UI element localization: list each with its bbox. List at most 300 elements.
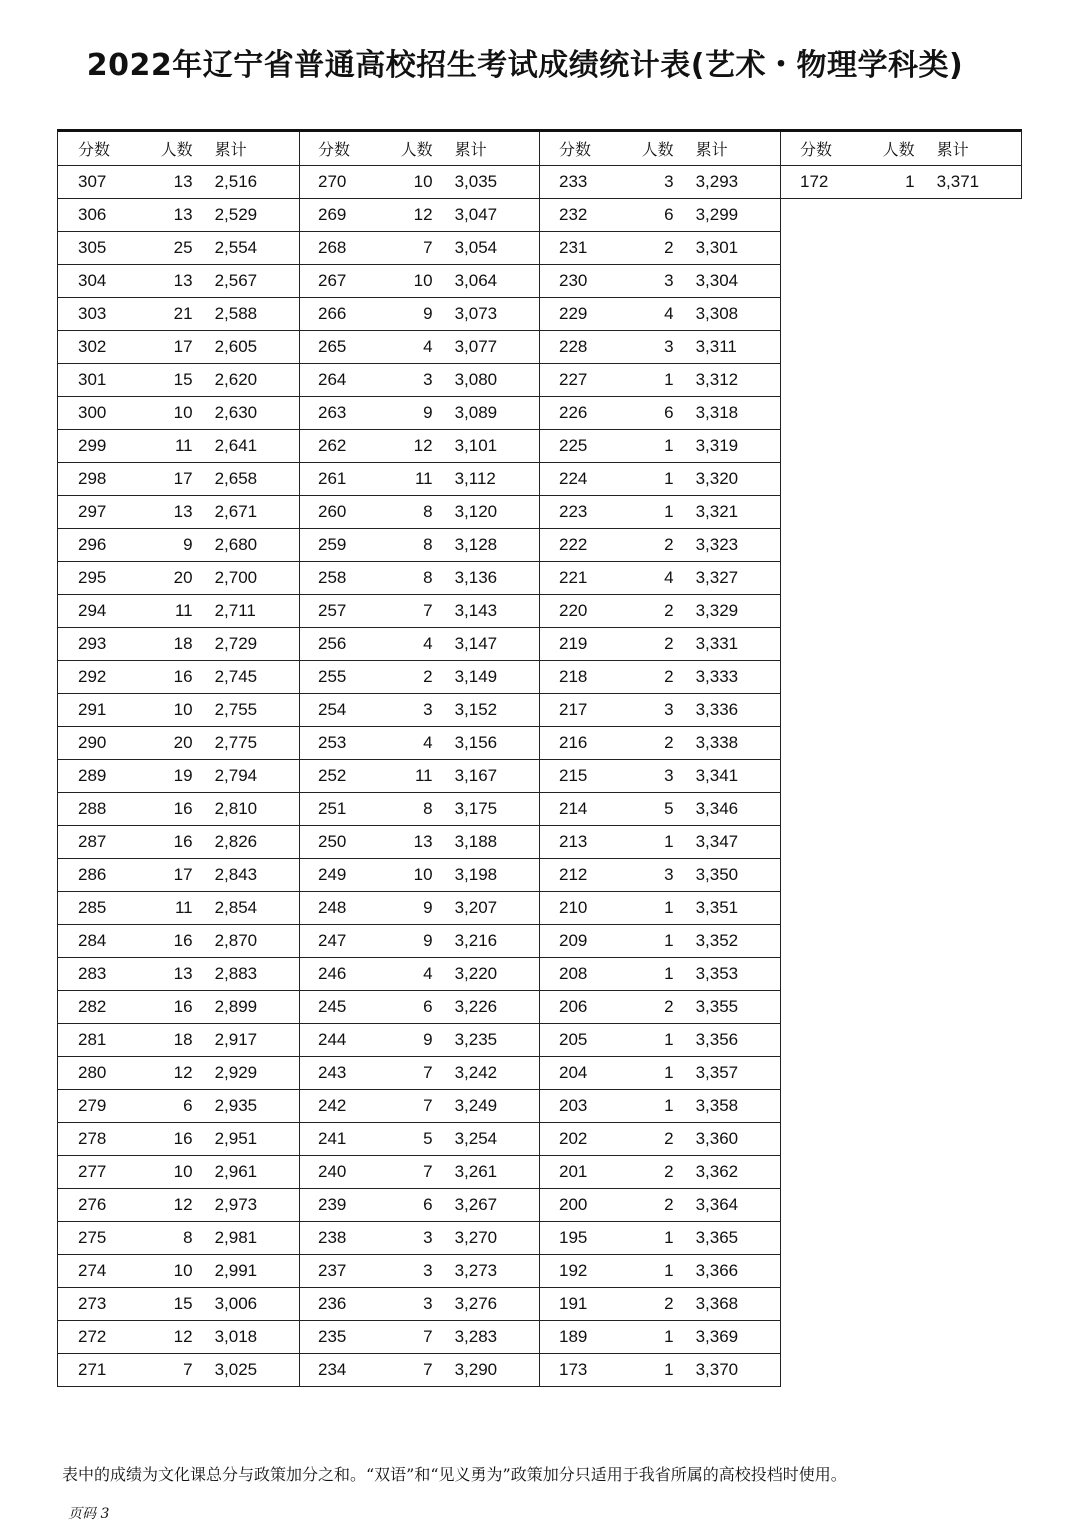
- score-cell: 231: [539, 231, 611, 264]
- count-cell: 17: [130, 462, 202, 495]
- cumulative-cell: 2,605: [203, 330, 299, 363]
- score-cell: 276: [58, 1188, 130, 1221]
- table-row: [58, 528, 299, 561]
- cumulative-cell: 3,293: [684, 165, 780, 198]
- table-row: [298, 264, 539, 297]
- count-cell: 2: [611, 231, 683, 264]
- score-cell: 274: [58, 1254, 130, 1287]
- count-cell: 16: [130, 990, 202, 1023]
- cumulative-cell: 3,336: [684, 693, 780, 726]
- score-cell: 262: [298, 429, 370, 462]
- cumulative-cell: 3,318: [684, 396, 780, 429]
- cumulative-cell: 3,370: [684, 1353, 780, 1386]
- table-row: [58, 363, 299, 396]
- score-cell: 240: [298, 1155, 370, 1188]
- count-cell: 1: [611, 462, 683, 495]
- cumulative-cell: 3,128: [443, 528, 539, 561]
- table-row: [58, 165, 299, 198]
- cumulative-cell: 3,235: [443, 1023, 539, 1056]
- table-row: [539, 1287, 780, 1320]
- count-cell: 1: [611, 429, 683, 462]
- table-row: [58, 1320, 299, 1353]
- table-row: [539, 1122, 780, 1155]
- cumulative-cell: 2,658: [203, 462, 299, 495]
- count-cell: 7: [370, 1089, 442, 1122]
- table-row: [298, 594, 539, 627]
- cumulative-cell: 3,242: [443, 1056, 539, 1089]
- table-row: [298, 990, 539, 1023]
- score-cell: 206: [539, 990, 611, 1023]
- score-cell: 221: [539, 561, 611, 594]
- cumulative-cell: 3,290: [443, 1353, 539, 1386]
- table-row: [298, 1221, 539, 1254]
- cumulative-cell: 3,101: [443, 429, 539, 462]
- count-cell: 8: [370, 792, 442, 825]
- score-cell: 261: [298, 462, 370, 495]
- count-cell: 3: [611, 693, 683, 726]
- table-header-row: [780, 132, 1021, 165]
- score-cell: 254: [298, 693, 370, 726]
- score-cell: 212: [539, 858, 611, 891]
- table-row: [298, 957, 539, 990]
- count-cell: 7: [370, 594, 442, 627]
- cumulative-cell: 3,369: [684, 1320, 780, 1353]
- score-cell: 230: [539, 264, 611, 297]
- header-count: 人数: [852, 132, 924, 165]
- count-cell: 8: [370, 528, 442, 561]
- score-cell: 205: [539, 1023, 611, 1056]
- score-cell: 300: [58, 396, 130, 429]
- count-cell: 20: [130, 561, 202, 594]
- table-row: [58, 858, 299, 891]
- count-cell: 4: [611, 297, 683, 330]
- count-cell: 4: [611, 561, 683, 594]
- count-cell: 9: [370, 396, 442, 429]
- cumulative-cell: 2,745: [203, 660, 299, 693]
- count-cell: 10: [370, 165, 442, 198]
- table-block-2: [298, 129, 540, 1387]
- count-cell: 3: [370, 1287, 442, 1320]
- cumulative-cell: 3,080: [443, 363, 539, 396]
- cumulative-cell: 2,961: [203, 1155, 299, 1188]
- cumulative-cell: 3,270: [443, 1221, 539, 1254]
- count-cell: 16: [130, 924, 202, 957]
- cumulative-cell: 2,588: [203, 297, 299, 330]
- table-row: [58, 924, 299, 957]
- table-row: [539, 1155, 780, 1188]
- table-row: [539, 693, 780, 726]
- cumulative-cell: 3,350: [684, 858, 780, 891]
- cumulative-cell: 3,368: [684, 1287, 780, 1320]
- cumulative-cell: 3,319: [684, 429, 780, 462]
- cumulative-cell: 2,711: [203, 594, 299, 627]
- cumulative-cell: 3,156: [443, 726, 539, 759]
- count-cell: 8: [370, 561, 442, 594]
- count-cell: 10: [130, 396, 202, 429]
- score-cell: 282: [58, 990, 130, 1023]
- count-cell: 3: [370, 693, 442, 726]
- cumulative-cell: 3,323: [684, 528, 780, 561]
- table-row: [58, 1056, 299, 1089]
- table-row: [58, 1122, 299, 1155]
- score-cell: 248: [298, 891, 370, 924]
- score-cell: 292: [58, 660, 130, 693]
- cumulative-cell: 3,273: [443, 1254, 539, 1287]
- score-cell: 213: [539, 825, 611, 858]
- table-row: [298, 1155, 539, 1188]
- cumulative-cell: 3,254: [443, 1122, 539, 1155]
- header-cumulative: 累计: [443, 132, 539, 165]
- count-cell: 3: [370, 1254, 442, 1287]
- header-score: 分数: [539, 132, 611, 165]
- score-cell: 281: [58, 1023, 130, 1056]
- cumulative-cell: 3,149: [443, 660, 539, 693]
- table-row: [58, 693, 299, 726]
- cumulative-cell: 2,951: [203, 1122, 299, 1155]
- score-cell: 304: [58, 264, 130, 297]
- count-cell: 6: [370, 990, 442, 1023]
- score-cell: 249: [298, 858, 370, 891]
- score-cell: 216: [539, 726, 611, 759]
- header-score: 分数: [780, 132, 852, 165]
- cumulative-cell: 3,360: [684, 1122, 780, 1155]
- score-cell: 263: [298, 396, 370, 429]
- score-cell: 224: [539, 462, 611, 495]
- table-row: [58, 792, 299, 825]
- count-cell: 3: [611, 264, 683, 297]
- score-cell: 223: [539, 495, 611, 528]
- count-cell: 13: [370, 825, 442, 858]
- score-cell: 284: [58, 924, 130, 957]
- count-cell: 15: [130, 1287, 202, 1320]
- score-cell: 255: [298, 660, 370, 693]
- cumulative-cell: 3,341: [684, 759, 780, 792]
- cumulative-cell: 3,136: [443, 561, 539, 594]
- score-cell: 301: [58, 363, 130, 396]
- table-row: [58, 1155, 299, 1188]
- count-cell: 1: [852, 165, 924, 198]
- table-row: [298, 1287, 539, 1320]
- score-cell: 266: [298, 297, 370, 330]
- count-cell: 3: [611, 759, 683, 792]
- cumulative-cell: 3,216: [443, 924, 539, 957]
- cumulative-cell: 3,299: [684, 198, 780, 231]
- score-cell: 259: [298, 528, 370, 561]
- score-cell: 256: [298, 627, 370, 660]
- score-cell: 222: [539, 528, 611, 561]
- table-row: [58, 1353, 299, 1386]
- score-cell: 191: [539, 1287, 611, 1320]
- count-cell: 17: [130, 330, 202, 363]
- cumulative-cell: 2,870: [203, 924, 299, 957]
- count-cell: 7: [370, 1155, 442, 1188]
- count-cell: 4: [370, 957, 442, 990]
- score-cell: 286: [58, 858, 130, 891]
- count-cell: 1: [611, 363, 683, 396]
- score-cell: 229: [539, 297, 611, 330]
- score-cell: 293: [58, 627, 130, 660]
- count-cell: 3: [611, 858, 683, 891]
- footnote: 表中的成绩为文化课总分与政策加分之和。“双语”和“见义勇为”政策加分只适用于我省所属的高校投档时使用。: [62, 1465, 847, 1484]
- cumulative-cell: 2,973: [203, 1188, 299, 1221]
- table-row: [780, 165, 1021, 198]
- cumulative-cell: 3,358: [684, 1089, 780, 1122]
- score-cell: 245: [298, 990, 370, 1023]
- cumulative-cell: 3,355: [684, 990, 780, 1023]
- count-cell: 1: [611, 1353, 683, 1386]
- cumulative-cell: 3,371: [925, 165, 1021, 198]
- count-cell: 10: [370, 858, 442, 891]
- table-row: [539, 1023, 780, 1056]
- score-cell: 227: [539, 363, 611, 396]
- cumulative-cell: 3,304: [684, 264, 780, 297]
- cumulative-cell: 3,346: [684, 792, 780, 825]
- table-row: [58, 1023, 299, 1056]
- count-cell: 12: [370, 198, 442, 231]
- count-cell: 13: [130, 165, 202, 198]
- count-cell: 12: [130, 1320, 202, 1353]
- score-cell: 226: [539, 396, 611, 429]
- cumulative-cell: 3,351: [684, 891, 780, 924]
- count-cell: 10: [130, 1254, 202, 1287]
- count-cell: 3: [370, 1221, 442, 1254]
- count-cell: 15: [130, 363, 202, 396]
- score-cell: 268: [298, 231, 370, 264]
- table-row: [298, 495, 539, 528]
- cumulative-cell: 2,843: [203, 858, 299, 891]
- table-row: [298, 1056, 539, 1089]
- count-cell: 16: [130, 1122, 202, 1155]
- table-row: [298, 231, 539, 264]
- count-cell: 2: [611, 660, 683, 693]
- count-cell: 20: [130, 726, 202, 759]
- cumulative-cell: 2,729: [203, 627, 299, 660]
- count-cell: 12: [130, 1056, 202, 1089]
- count-cell: 7: [370, 1320, 442, 1353]
- score-cell: 228: [539, 330, 611, 363]
- count-cell: 4: [370, 330, 442, 363]
- count-cell: 1: [611, 1221, 683, 1254]
- score-cell: 269: [298, 198, 370, 231]
- table-row: [298, 1089, 539, 1122]
- count-cell: 2: [611, 990, 683, 1023]
- table-row: [539, 198, 780, 231]
- score-cell: 239: [298, 1188, 370, 1221]
- cumulative-cell: 3,035: [443, 165, 539, 198]
- table-row: [539, 726, 780, 759]
- cumulative-cell: 2,700: [203, 561, 299, 594]
- score-cell: 232: [539, 198, 611, 231]
- table-row: [58, 396, 299, 429]
- cumulative-cell: 3,112: [443, 462, 539, 495]
- score-cell: 294: [58, 594, 130, 627]
- header-count: 人数: [130, 132, 202, 165]
- count-cell: 10: [370, 264, 442, 297]
- cumulative-cell: 2,554: [203, 231, 299, 264]
- count-cell: 1: [611, 1056, 683, 1089]
- table-row: [58, 297, 299, 330]
- table-row: [539, 1254, 780, 1287]
- score-cell: 291: [58, 693, 130, 726]
- count-cell: 4: [370, 627, 442, 660]
- score-cell: 246: [298, 957, 370, 990]
- count-cell: 9: [370, 297, 442, 330]
- score-cell: 298: [58, 462, 130, 495]
- table-row: [539, 1353, 780, 1386]
- count-cell: 2: [611, 594, 683, 627]
- table-row: [58, 627, 299, 660]
- count-cell: 10: [130, 693, 202, 726]
- table-row: [58, 1089, 299, 1122]
- table-row: [298, 330, 539, 363]
- score-cell: 234: [298, 1353, 370, 1386]
- count-cell: 2: [611, 1287, 683, 1320]
- score-cell: 172: [780, 165, 852, 198]
- header-cumulative: 累计: [925, 132, 1021, 165]
- cumulative-cell: 3,365: [684, 1221, 780, 1254]
- count-cell: 1: [611, 825, 683, 858]
- count-cell: 11: [130, 891, 202, 924]
- cumulative-cell: 3,276: [443, 1287, 539, 1320]
- table-row: [58, 891, 299, 924]
- table-block-3: [539, 129, 781, 1387]
- count-cell: 11: [130, 429, 202, 462]
- score-cell: 251: [298, 792, 370, 825]
- score-cell: 242: [298, 1089, 370, 1122]
- score-cell: 275: [58, 1221, 130, 1254]
- table-row: [539, 1056, 780, 1089]
- cumulative-cell: 3,331: [684, 627, 780, 660]
- table-row: [298, 891, 539, 924]
- table-row: [539, 891, 780, 924]
- cumulative-cell: 3,329: [684, 594, 780, 627]
- cumulative-cell: 2,630: [203, 396, 299, 429]
- score-cell: 270: [298, 165, 370, 198]
- cumulative-cell: 3,311: [684, 330, 780, 363]
- count-cell: 5: [611, 792, 683, 825]
- cumulative-cell: 2,935: [203, 1089, 299, 1122]
- score-cell: 219: [539, 627, 611, 660]
- table-row: [298, 165, 539, 198]
- score-cell: 215: [539, 759, 611, 792]
- score-cell: 237: [298, 1254, 370, 1287]
- table-row: [298, 627, 539, 660]
- score-cell: 285: [58, 891, 130, 924]
- table-row: [539, 990, 780, 1023]
- score-cell: 290: [58, 726, 130, 759]
- table-row: [298, 561, 539, 594]
- cumulative-cell: 2,680: [203, 528, 299, 561]
- count-cell: 17: [130, 858, 202, 891]
- count-cell: 2: [611, 1122, 683, 1155]
- table-row: [58, 726, 299, 759]
- count-cell: 9: [370, 1023, 442, 1056]
- score-cell: 295: [58, 561, 130, 594]
- score-cell: 264: [298, 363, 370, 396]
- table-row: [58, 1221, 299, 1254]
- header-score: 分数: [58, 132, 130, 165]
- cumulative-cell: 2,991: [203, 1254, 299, 1287]
- table-row: [58, 231, 299, 264]
- table-row: [58, 990, 299, 1023]
- cumulative-cell: 3,283: [443, 1320, 539, 1353]
- table-header-row: [298, 132, 539, 165]
- cumulative-cell: 3,198: [443, 858, 539, 891]
- score-cell: 247: [298, 924, 370, 957]
- cumulative-cell: 3,089: [443, 396, 539, 429]
- count-cell: 8: [130, 1221, 202, 1254]
- score-cell: 272: [58, 1320, 130, 1353]
- table-row: [539, 825, 780, 858]
- cumulative-cell: 3,356: [684, 1023, 780, 1056]
- table-row: [298, 528, 539, 561]
- cumulative-cell: 2,794: [203, 759, 299, 792]
- table-row: [539, 1089, 780, 1122]
- count-cell: 13: [130, 198, 202, 231]
- score-cell: 225: [539, 429, 611, 462]
- table-header-row: [58, 132, 299, 165]
- score-cell: 297: [58, 495, 130, 528]
- count-cell: 13: [130, 495, 202, 528]
- count-cell: 7: [370, 231, 442, 264]
- score-cell: 233: [539, 165, 611, 198]
- cumulative-cell: 3,261: [443, 1155, 539, 1188]
- table-row: [539, 759, 780, 792]
- cumulative-cell: 3,347: [684, 825, 780, 858]
- cumulative-cell: 3,152: [443, 693, 539, 726]
- count-cell: 2: [611, 1155, 683, 1188]
- count-cell: 8: [370, 495, 442, 528]
- score-cell: 238: [298, 1221, 370, 1254]
- cumulative-cell: 3,147: [443, 627, 539, 660]
- cumulative-cell: 3,338: [684, 726, 780, 759]
- score-cell: 273: [58, 1287, 130, 1320]
- table-row: [539, 660, 780, 693]
- cumulative-cell: 2,567: [203, 264, 299, 297]
- table-row: [298, 198, 539, 231]
- table-row: [58, 1188, 299, 1221]
- cumulative-cell: 3,352: [684, 924, 780, 957]
- header-count: 人数: [370, 132, 442, 165]
- score-cell: 287: [58, 825, 130, 858]
- cumulative-cell: 3,220: [443, 957, 539, 990]
- table-row: [298, 1254, 539, 1287]
- table-row: [298, 363, 539, 396]
- score-cell: 280: [58, 1056, 130, 1089]
- count-cell: 25: [130, 231, 202, 264]
- score-cell: 265: [298, 330, 370, 363]
- cumulative-cell: 3,047: [443, 198, 539, 231]
- score-cell: 252: [298, 759, 370, 792]
- table-row: [539, 594, 780, 627]
- cumulative-cell: 2,810: [203, 792, 299, 825]
- table-row: [539, 858, 780, 891]
- cumulative-cell: 3,333: [684, 660, 780, 693]
- score-cell: 296: [58, 528, 130, 561]
- table-row: [539, 924, 780, 957]
- count-cell: 9: [370, 891, 442, 924]
- table-row: [298, 1023, 539, 1056]
- score-cell: 195: [539, 1221, 611, 1254]
- table-row: [539, 165, 780, 198]
- score-cell: 202: [539, 1122, 611, 1155]
- count-cell: 1: [611, 1254, 683, 1287]
- page-number: 页码 3: [68, 1506, 110, 1522]
- cumulative-cell: 2,775: [203, 726, 299, 759]
- cumulative-cell: 3,006: [203, 1287, 299, 1320]
- cumulative-cell: 3,357: [684, 1056, 780, 1089]
- count-cell: 16: [130, 792, 202, 825]
